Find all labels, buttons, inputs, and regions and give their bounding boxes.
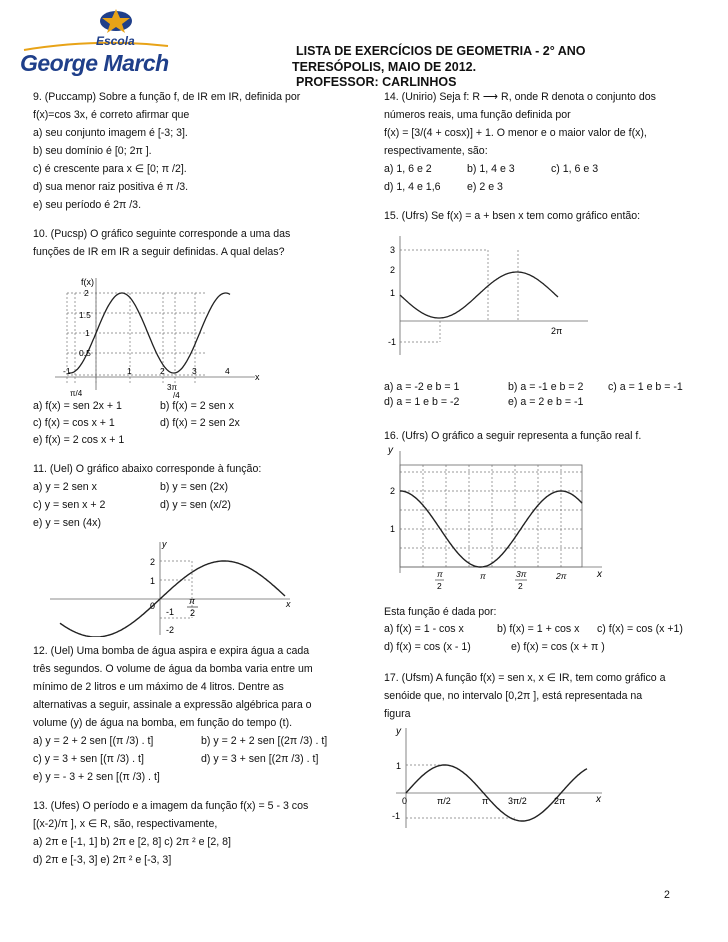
q10-tick-1: 1 [85,328,90,338]
q15-option: d) a = 1 e b = -2 [384,396,460,408]
q11-tick-2den: 2 [190,608,196,618]
q12-line: 12. (Uel) Uma bomba de água aspira e expira água a cada [33,645,310,657]
logo-small-text: Escola [96,34,135,48]
q16-after: Esta função é dada por: [384,606,497,618]
q13-line: [(x-2)/π ], x ∈ R, são, respectivamente, [33,818,218,830]
q17-tick-pi: π [482,796,489,806]
q14-option: b) 1, 4 e 3 [467,163,515,175]
q10-tick-x3: 3 [192,366,197,376]
q17-x-label: x [596,794,601,805]
q9-option: d) sua menor raiz positiva é π /3. [33,181,189,193]
q17-tick-pi2: π/2 [437,796,451,806]
q12-option: a) y = 2 + 2 sen [(π /3) . t] [33,735,154,747]
q17-y-label: y [396,726,401,737]
q11-tick-2: 2 [150,557,156,567]
q12-line: alternativas a seguir, assinale a expressão algébrica para o [33,699,312,711]
q10-tick-2: 2 [84,288,89,298]
q15-option: e) a = 2 e b = -1 [508,396,584,408]
q17-tick-0: 0 [402,796,408,806]
q9-option: a) seu conjunto imagem é [-3; 3]. [33,127,188,139]
q16-curve [400,491,582,567]
q10-option: e) f(x) = 2 cos x + 1 [33,434,125,446]
q16-tick-pi2-num: π [437,569,443,579]
q16-option: b) f(x) = 1 + cos x [497,623,580,635]
q11-line: 11. (Uel) O gráfico abaixo corresponde à função: [33,463,262,475]
q10-x-label: x [255,372,260,382]
q10-tick-x4: 4 [225,366,230,376]
q14-line: f(x) = [3/(4 + cosx)] + 1. O menor e o maior valor de f(x), [384,127,647,139]
q13-line: 13. (Ufes) O período e a imagem da função f(x) = 5 - 3 cos [33,800,309,812]
q15-tick-m1: -1 [388,337,397,347]
header-location-date: TERESÓPOLIS, MAIO DE 2012. [292,60,477,74]
q17-tick-m1: -1 [392,811,401,821]
q10-option: b) f(x) = 2 sen x [160,400,234,412]
q14-option: a) 1, 6 e 2 [384,163,432,175]
q16-option: c) f(x) = cos (x +1) [597,623,683,635]
q11-tick-pi: π [189,596,196,606]
q16-frame [400,465,582,567]
q16-tick-pi: π [480,571,486,581]
q17-tick-1: 1 [396,761,402,771]
q16-option: a) f(x) = 1 - cos x [384,623,464,635]
logo-big-text: George March [20,50,169,76]
q11-option: a) y = 2 sen x [33,481,97,493]
q12-option: e) y = - 3 + 2 sen [(π /3) . t] [33,771,160,783]
q16-graph [382,443,612,593]
q12-line: três segundos. O volume de água da bomba varia entre um [33,663,313,675]
q11-tick-0: 0 [150,601,156,611]
q11-tick-1: 1 [150,576,156,586]
q15-option: a) a = -2 e b = 1 [384,381,460,393]
q11-tick-m2: -2 [166,625,175,635]
q9-option: b) seu domínio é [0; 2π ]. [33,145,152,157]
q11-y-label: y [162,539,167,549]
q11-option: b) y = sen (2x) [160,481,229,493]
q10-tick-x1: 1 [127,366,132,376]
q10-tick-x-1: -1 [63,366,71,376]
q16-x-label: x [597,569,602,580]
q16-tick-2: 2 [390,486,396,496]
q9-line: 9. (Puccamp) Sobre a função f, de IR em IR, definida por [33,91,301,103]
q11-x-label: x [286,599,291,609]
page-number: 2 [664,889,670,901]
q12-line: mínimo de 2 litros e um máximo de 4 litros. Dentre as [33,681,284,693]
q10-line: 10. (Pucsp) O gráfico seguinte corresponde a uma das [33,228,291,240]
q16-tick-2pi: 2π [556,571,567,581]
q10-curve [69,293,230,373]
q11-option: e) y = sen (4x) [33,517,102,529]
q14-option: c) 1, 6 e 3 [551,163,599,175]
q13-option: d) 2π e [-3, 3] e) 2π ² e [-3, 3] [33,854,172,866]
q16-line: 16. (Ufrs) O gráfico a seguir representa a função real f. [384,430,642,442]
header-title: LISTA DE EXERCÍCIOS DE GEOMETRIA - 2° ANO [296,44,586,58]
q9-option: c) é crescente para x ∈ [0; π /2]. [33,163,187,175]
q14-line: números reais, uma função definida por [384,109,571,121]
q17-tick-2pi: 2π [554,796,566,806]
q17-line: senóide que, no intervalo [0,2π ], está representada na [384,690,643,702]
q16-tick-3pi2-num: 3π [516,569,527,579]
q12-option: b) y = 2 + 2 sen [(2π /3) . t] [201,735,328,747]
q15-option: c) a = 1 e b = -1 [608,381,683,393]
q14-line: 14. (Unirio) Seja f: R ⟶ R, onde R denota o conjunto dos [384,91,656,103]
q12-line: volume (y) de água na bomba, em função do tempo (t). [33,717,293,729]
q11-tick-m1: -1 [166,607,175,617]
q11-option: c) y = sen x + 2 [33,499,106,511]
q15-curve [400,272,558,318]
q17-line: figura [384,708,411,720]
q14-option: d) 1, 4 e 1,6 [384,181,441,193]
q10-label-3pi: 3π [167,383,177,392]
q10-graph [55,270,265,400]
q11-option: d) y = sen (x/2) [160,499,231,511]
q15-tick-2: 2 [390,265,396,275]
q10-tick-0.5: 0.5 [79,348,91,358]
q10-option: d) f(x) = 2 sen 2x [160,417,240,429]
q10-line: funções de IR em IR a seguir definidas. A qual delas? [33,246,285,258]
q17-tick-3pi2: 3π/2 [508,796,527,806]
q9-line: f(x)=cos 3x, é correto afirmar que [33,109,190,121]
q15-graph [388,230,603,360]
q15-option: b) a = -1 e b = 2 [508,381,584,393]
q15-tick-3: 3 [390,245,396,255]
q16-option: d) f(x) = cos (x - 1) [384,641,471,653]
q11-graph [50,537,300,637]
q14-line: respectivamente, são: [384,145,488,157]
q16-option: e) f(x) = cos (x + π ) [511,641,605,653]
q16-tick-pi2-den: 2 [437,581,442,591]
header-teacher: PROFESSOR: CARLINHOS [296,75,457,89]
q10-option: a) f(x) = sen 2x + 1 [33,400,122,412]
q10-label-over4: /4 [173,391,180,400]
q16-y-label: y [388,445,393,456]
q13-option: a) 2π e [-1, 1] b) 2π e [2, 8] c) 2π ² e [2, 8] [33,836,231,848]
q12-option: c) y = 3 + sen [(π /3) . t] [33,753,144,765]
q16-tick-1: 1 [390,524,396,534]
q10-tick-x2: 2 [160,366,165,376]
q10-fx-label: f(x) [81,277,94,287]
q12-option: d) y = 3 + sen [(2π /3) . t] [201,753,319,765]
q10-tick-1.5: 1.5 [79,310,91,320]
q15-line: 15. (Ufrs) Se f(x) = a + bsen x tem como gráfico então: [384,210,641,222]
q17-line: 17. (Ufsm) A função f(x) = sen x, x ∈ IR, tem como gráfico a [384,672,666,684]
q17-graph [382,722,612,832]
q9-option: e) seu período é 2π /3. [33,199,142,211]
school-logo [18,8,178,80]
q15-tick-1: 1 [390,288,396,298]
q16-grid [400,465,582,567]
q10-label-pi4: π/4 [70,389,83,398]
q14-option: e) 2 e 3 [467,181,503,193]
q10-option: c) f(x) = cos x + 1 [33,417,115,429]
q16-tick-3pi2-den: 2 [518,581,523,591]
q15-tick-2pi: 2π [551,326,563,336]
